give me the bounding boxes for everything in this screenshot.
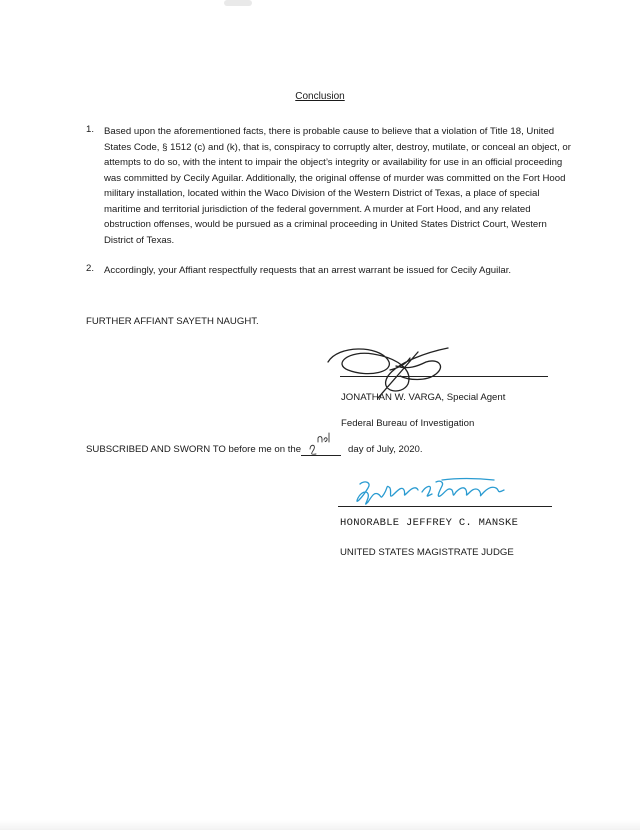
item-number: 2.: [86, 263, 95, 274]
section-heading: Conclusion: [295, 91, 345, 102]
judge-title: UNITED STATES MAGISTRATE JUDGE: [340, 547, 514, 558]
handwritten-day-text: 2nd: [336, 437, 340, 439]
agent-agency: Federal Bureau of Investigation: [341, 418, 475, 429]
handwritten-day: [306, 430, 338, 456]
sworn-prefix: SUBSCRIBED AND SWORN TO before me on the: [86, 444, 302, 455]
agent-signature-line: [340, 376, 548, 377]
sworn-suffix: day of July, 2020.: [348, 444, 423, 455]
judge-signature-line: [338, 506, 552, 507]
item-number: 1.: [86, 124, 95, 135]
agent-signature: [318, 340, 468, 400]
judge-signature: [346, 476, 521, 510]
paragraph-arrest-request: Accordingly, your Affiant respectfully requests that an arrest warrant be issued for Cecily Aguilar.: [104, 265, 512, 276]
scan-bottom-shadow: [0, 820, 640, 830]
scan-artifact: [224, 0, 252, 6]
agent-name: JONATHAN W. VARGA, Special Agent: [341, 392, 506, 403]
sworn-statement: [86, 444, 423, 455]
paragraph-probable-cause: Based upon the aforementioned facts, there is probable cause to believe that a violation of Title 18, United States Code, § 1512 (c) and (k), that is, conspiracy to corruptly alter, destroy, mutilate, or conceal an object, or attempts to do so, with the intent to impair the object’s integrity or availability for use in an official proceeding was committed by Cecily Aguilar. Additionally, the original offense of murder was committed on the Fort Hood military installation, located within the Waco Division of the Western District of Texas, a place of special maritime and territorial jurisdiction of the federal government. A murder at Fort Hood, and any related obstruction offenses, would be pursued as a criminal proceeding in United States District Court, Western District of Texas.: [104, 126, 571, 246]
judge-name: HONORABLE JEFFREY C. MANSKE: [340, 517, 519, 529]
further-affiant-statement: FURTHER AFFIANT SAYETH NAUGHT.: [86, 316, 259, 327]
